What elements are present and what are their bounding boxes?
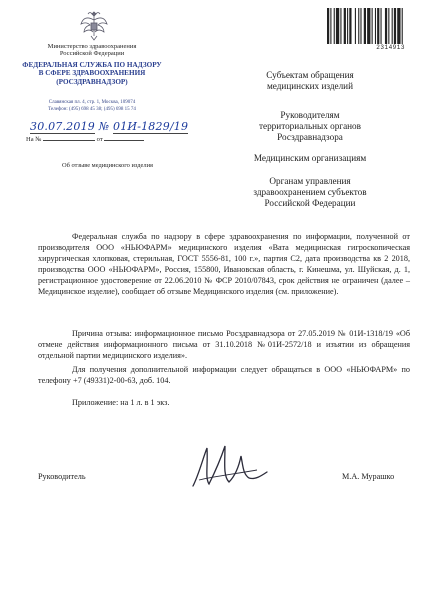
barcode-bar (330, 8, 331, 44)
barcode-bar (355, 8, 356, 44)
registration-sep: № (98, 120, 113, 133)
addressee-2: Руководителям территориальных органов Росздравнадзора (259, 110, 361, 142)
body-paragraph-3-text: Для получения дополнительной информации следует обращаться в ООО «НЬЮФАРМ» по телефону +7 (49331)2-00-63, доб. 104. (38, 365, 410, 385)
barcode-bar (377, 8, 379, 44)
barcode-bar (394, 8, 396, 44)
barcode-bar (372, 8, 373, 44)
barcode-bar (344, 8, 346, 44)
barcode-bar (336, 8, 339, 44)
registration-date: 30.07.2019 (30, 120, 95, 133)
addressee-1: Субъектам обращения медицинских изделий (266, 70, 354, 91)
reference-line (26, 136, 144, 143)
addressee-3: Медицинским организациям (253, 153, 367, 163)
ministry-name (12, 43, 172, 58)
barcode-bar (334, 8, 335, 44)
barcode-bar (388, 8, 389, 44)
handwritten-signature-icon (185, 436, 270, 496)
ministry-line-2: Российской Федерации (59, 50, 125, 58)
reference-number-blank (43, 140, 95, 141)
barcode-bar (340, 8, 341, 44)
barcode-bar (327, 8, 329, 44)
ministry-line-1: Министерство здравоохранения (47, 43, 137, 50)
agency-line-3: (РОСЗДРАВНАДЗОР) (56, 77, 128, 86)
body-paragraph-1 (38, 232, 410, 298)
enclosure-note: Приложение: на 1 л. в 1 экз. (72, 398, 170, 407)
barcode-bar (349, 8, 351, 44)
barcode-bar (392, 8, 393, 44)
body-paragraph-2 (38, 329, 410, 362)
coat-of-arms-emblem-icon (79, 8, 109, 42)
agency-name (12, 61, 172, 86)
body-paragraph-1-text: Федеральная служба по надзору в сфере здравоохранения по информации, полученной от производителя ООО «НЬЮФАРМ» медицинского изделия «Вата медицинская гигроскопическая хирургическая хлопковая, стерильная, ГОСТ 5556-81, 100 г.», партия С2, дата производства кв 2 2018, производства ООО «НЬЮФАРМ», Россия, 155800, Ивановская область, г. Кинешма, ул. Шуйская, д. 1, регистрационное удостоверение от 22.06.2010 № ФСР 2010/07843, срок действия не ограничен (далее – Медицинское изделие), сообщает об отзыве Медицинского изделия (см. приложение). (38, 232, 410, 296)
reference-date-blank (104, 140, 144, 141)
subject-line: Об отзыве медицинского изделия (62, 162, 153, 169)
barcode-bar (360, 8, 361, 44)
agency-line-1: ФЕДЕРАЛЬНАЯ СЛУЖБА ПО НАДЗОРУ (22, 61, 162, 69)
body-paragraph-3 (38, 365, 410, 387)
barcode-bar (358, 8, 359, 44)
signatory-title: Руководитель (38, 472, 86, 481)
barcode-number: 2314913 (376, 44, 405, 51)
registration-line (30, 120, 188, 134)
barcode-icon (327, 8, 405, 44)
barcode-bar (397, 8, 400, 44)
ot-label: от (96, 136, 103, 143)
barcode-bar (385, 8, 387, 44)
registration-number: 01И-1829/19 (113, 120, 189, 133)
barcode-bar (402, 8, 403, 44)
body-paragraph-2-text: Причина отзыва: информационное письмо Росздравнадзора от 27.05.2019 № 01И-1318/19 «Об отмене действия информационного письма от 31.10.2018 №01И-2572/18 и изъятии из обращения отдельной партии медицинского изделия». (38, 329, 410, 360)
barcode-bar (380, 8, 381, 44)
barcode-bar (347, 8, 348, 44)
agency-line-2: В СФЕРЕ ЗДРАВООХРАНЕНИЯ (38, 69, 146, 78)
barcode-bar (364, 8, 366, 44)
barcode-bar (375, 8, 376, 44)
agency-address: Славянская пл. 4, стр. 1, Москва, 109074 (48, 100, 136, 105)
agency-phone: Телефон: (495) 698 45 38; (495) 698 15 74 (48, 107, 136, 112)
barcode-bar (367, 8, 370, 44)
signatory-name: М.А. Мурашко (342, 472, 395, 481)
addressee-4: Органам управления здравоохранением субъектов Российской Федерации (253, 176, 367, 208)
na-label: На № (26, 136, 42, 143)
